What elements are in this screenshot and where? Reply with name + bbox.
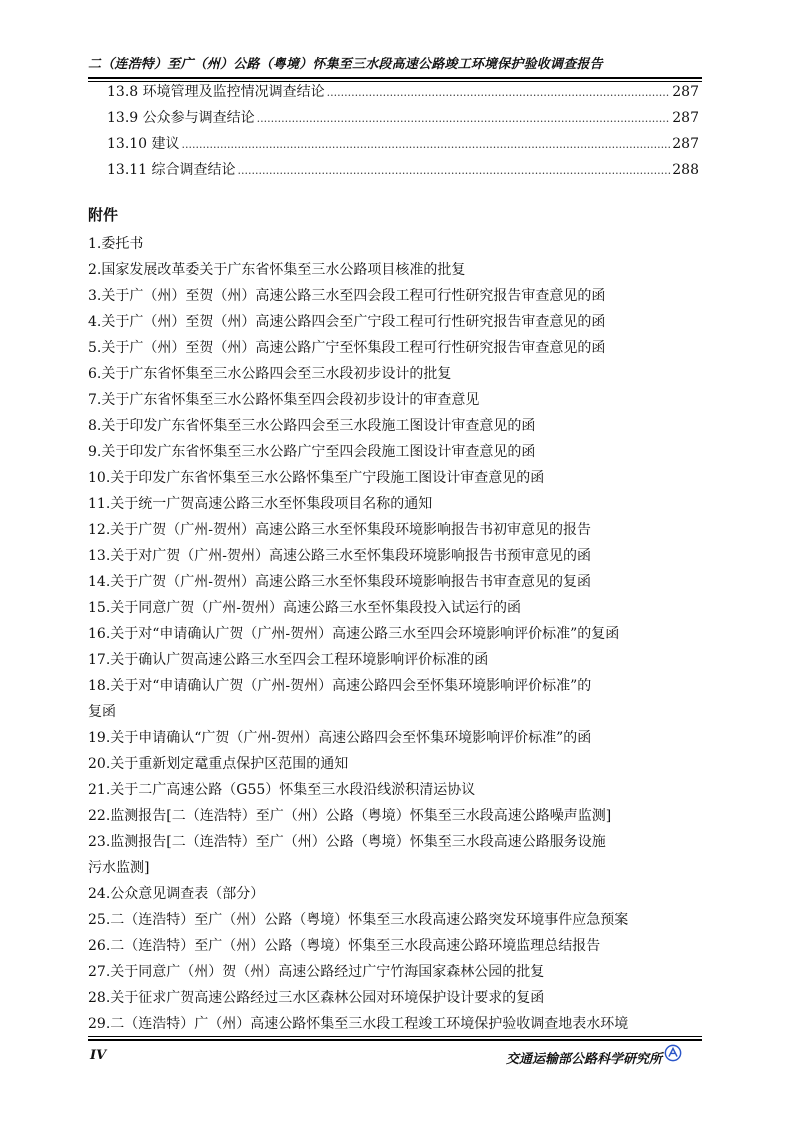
attachment-item: 4.关于广（州）至贺（州）高速公路四会至广宁段工程可行性研究报告审查意见的函 — [88, 314, 606, 330]
attachment-item: 23.监测报告[二（连浩特）至广（州）公路（粤境）怀集至三水段高速公路服务设施 — [88, 834, 606, 850]
toc-entry-label: 13.9 公众参与调查结论 — [107, 110, 255, 126]
attachment-item-continuation: 复函 — [88, 704, 116, 720]
toc-leader-dots — [257, 106, 671, 132]
attachment-item: 26.二（连浩特）至广（州）公路（粤境）怀集至三水段高速公路环境监理总结报告 — [88, 938, 601, 954]
attachment-item: 18.关于对“申请确认广贺（广州-贺州）高速公路四会至怀集环境影响评价标准”的 — [88, 678, 592, 694]
toc-entry[interactable] — [107, 157, 699, 183]
attachment-item: 27.关于同意广（州）贺（州）高速公路经过广宁竹海国家森林公园的批复 — [88, 964, 545, 980]
toc-entry-label: 13.11 综合调查结论 — [107, 162, 236, 178]
toc-entry[interactable] — [107, 79, 699, 105]
footer-rule — [88, 1039, 702, 1041]
toc-leader-dots — [327, 80, 671, 106]
toc-entry-label: 13.8 环境管理及监控情况调查结论 — [107, 84, 325, 100]
attachment-item: 28.关于征求广贺高速公路经过三水区森林公园对环境保护设计要求的复函 — [88, 990, 545, 1006]
footer-rule-thin — [88, 1036, 702, 1037]
toc-entry[interactable] — [107, 105, 699, 131]
attachment-item: 7.关于广东省怀集至三水公路怀集至四会段初步设计的审查意见 — [88, 392, 480, 408]
header-title: 二（连浩特）至广（州）公路（粤境）怀集至三水段高速公路竣工环境保护验收调查报告 — [88, 57, 603, 72]
page-number: IV — [90, 1048, 107, 1063]
attachment-item: 8.关于印发广东省怀集至三水公路四会至三水段施工图设计审查意见的函 — [88, 418, 536, 434]
attachment-item: 16.关于对“申请确认广贺（广州-贺州）高速公路三水至四会环境影响评价标准”的复函 — [88, 626, 620, 642]
attachment-item: 13.关于对广贺（广州-贺州）高速公路三水至怀集段环境影响报告书预审意见的函 — [88, 548, 591, 564]
attachment-item: 21.关于二广高速公路（G55）怀集至三水段沿线淤积清运协议 — [88, 782, 476, 798]
institute-logo-icon — [664, 1044, 682, 1062]
attachment-item: 25.二（连浩特）至广（州）公路（粤境）怀集至三水段高速公路突发环境事件应急预案 — [88, 912, 629, 928]
organization-name: 交通运输部公路科学研究所 — [505, 1052, 662, 1067]
attachment-item: 12.关于广贺（广州-贺州）高速公路三水至怀集段环境影响报告书初审意见的报告 — [88, 522, 591, 538]
toc-entry-label: 13.10 建议 — [107, 136, 180, 152]
attachment-item: 10.关于印发广东省怀集至三水公路怀集至广宁段施工图设计审查意见的函 — [88, 470, 545, 486]
toc-entry-page: 287 — [672, 84, 699, 100]
attachment-item: 9.关于印发广东省怀集至三水公路广宁至四会段施工图设计审查意见的函 — [88, 444, 536, 460]
attachment-item: 6.关于广东省怀集至三水公路四会至三水段初步设计的批复 — [88, 366, 452, 382]
attachment-item-continuation: 污水监测] — [88, 860, 150, 876]
attachment-item: 1.委托书 — [88, 236, 144, 252]
toc-leader-dots — [182, 132, 671, 158]
attachment-item: 24.公众意见调查表（部分） — [88, 886, 265, 902]
attachment-item: 5.关于广（州）至贺（州）高速公路广宁至怀集段工程可行性研究报告审查意见的函 — [88, 340, 606, 356]
toc-entry-page: 288 — [672, 162, 699, 178]
attachment-item: 20.关于重新划定鼋重点保护区范围的通知 — [88, 756, 349, 772]
page-header — [88, 56, 702, 74]
attachment-item: 15.关于同意广贺（广州-贺州）高速公路三水至怀集段投入试运行的函 — [88, 600, 521, 616]
toc-entry[interactable] — [107, 131, 699, 157]
toc-entry-page: 287 — [672, 110, 699, 126]
attachment-item: 14.关于广贺（广州-贺州）高速公路三水至怀集段环境影响报告书审查意见的复函 — [88, 574, 591, 590]
attachment-item: 29.二（连浩特）广（州）高速公路怀集至三水段工程竣工环境保护验收调查地表水环境 — [88, 1016, 629, 1032]
attachment-item: 17.关于确认广贺高速公路三水至四会工程环境影响评价标准的函 — [88, 652, 489, 668]
toc-leader-dots — [238, 158, 671, 184]
attachments-heading: 附件 — [88, 206, 119, 224]
table-of-contents — [107, 79, 699, 183]
attachment-item: 3.关于广（州）至贺（州）高速公路三水至四会段工程可行性研究报告审查意见的函 — [88, 288, 606, 304]
attachments-list — [88, 231, 708, 1037]
toc-entry-page: 287 — [672, 136, 699, 152]
attachment-item: 2.国家发展改革委关于广东省怀集至三水公路项目核准的批复 — [88, 262, 466, 278]
attachment-item: 19.关于申请确认“广贺（广州-贺州）高速公路四会至怀集环境影响评价标准”的函 — [88, 730, 592, 746]
attachment-item: 11.关于统一广贺高速公路三水至怀集段项目名称的通知 — [88, 496, 433, 512]
attachment-item: 22.监测报告[二（连浩特）至广（州）公路（粤境）怀集至三水段高速公路噪声监测] — [88, 808, 612, 824]
